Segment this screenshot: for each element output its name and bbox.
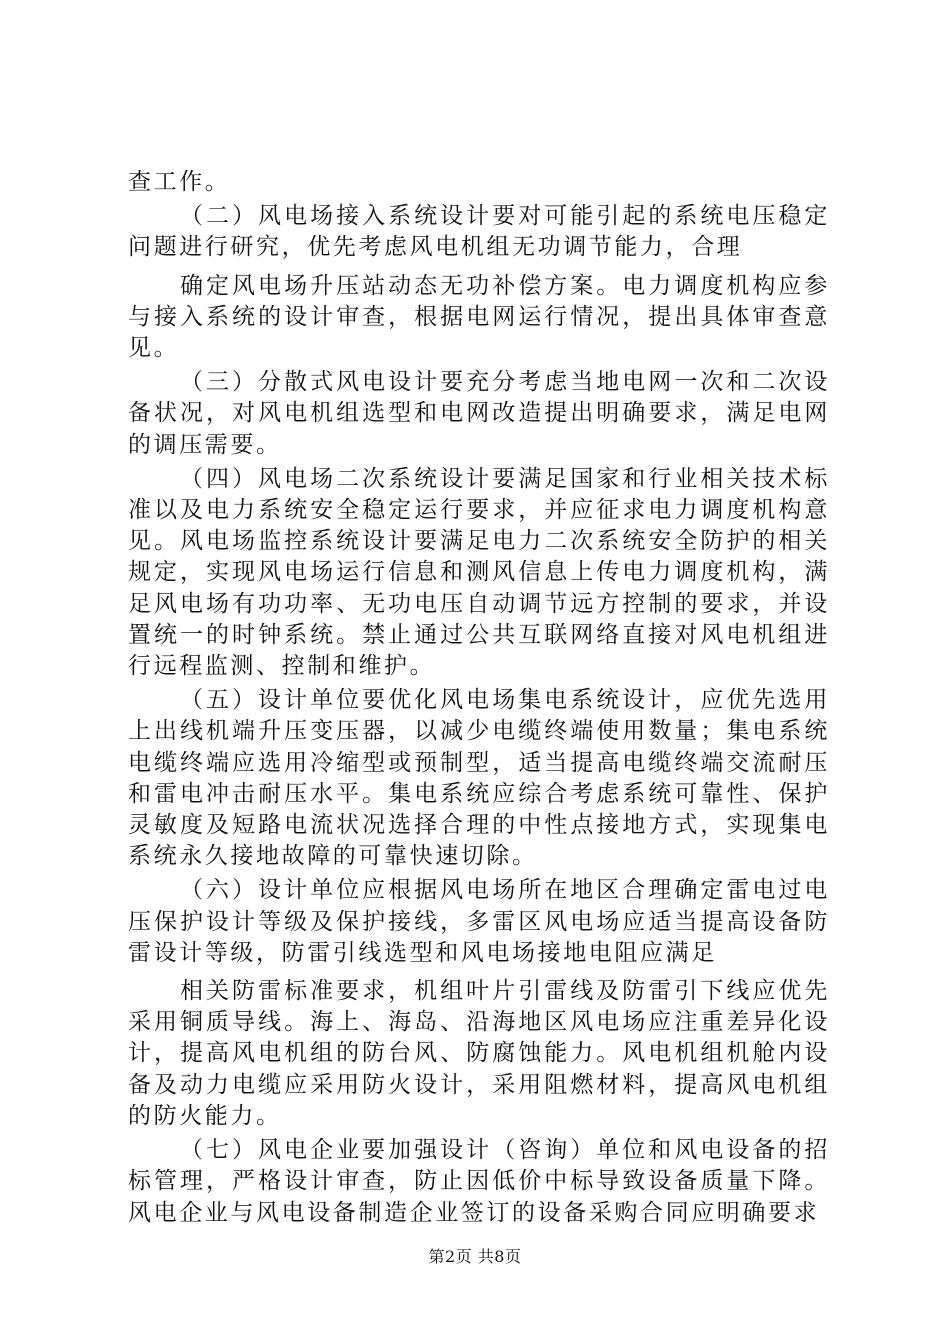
paragraph-1: 查工作。 (128, 169, 231, 195)
paragraph-4: （三）分散式风电设计要充分考虑当地电网一次和二次设备状况，对风电机组选型和电网改造提出明确要求，满足电网的调压需要。 (128, 369, 830, 458)
paragraph-2: （二）风电场接入系统设计要对可能引起的系统电压稳定问题进行研究，优先考虑风电机组无功调节能力，合理 (128, 203, 830, 261)
paragraph-5: （四）风电场二次系统设计要满足国家和行业相关技术标准以及电力系统安全稳定运行要求，并应征求电力调度机构意见。风电场监控系统设计要满足电力二次系统安全防护的相关规定，实现风电场运行信息和测风信息上传电力调度机构，满足风电场有功功率、无功电压自动调节远方控制的要求，并设置统一的时钟系统。禁止通过公共互联网络直接对风电机组进行远程监测、控制和维护。 (128, 465, 830, 680)
paragraph-8: 相关防雷标准要求，机组叶片引雷线及防雷引下线应优先采用铜质导线。海上、海岛、沿海地区风电场应注重差异化设计，提高风电机组的防台风、防腐蚀能力。风电机组机舱内设备及动力电缆应采用防火设计，采用阻燃材料，提高风电机组的防火能力。 (128, 978, 830, 1129)
paragraph-7: （六）设计单位应根据风电场所在地区合理确定雷电过电压保护设计等级及保护接线，多雷区风电场应适当提高设备防雷设计等级，防雷引线选型和风电场接地电阻应满足 (128, 877, 830, 966)
paragraph-3: 确定风电场升压站动态无功补偿方案。电力调度机构应参与接入系统的设计审查，根据电网运行情况，提出具体审查意见。 (128, 272, 830, 362)
paragraph-9: （七）风电企业要加强设计（咨询）单位和风电设备的招标管理，严格设计审查，防止因低价中标导致设备质量下降。风电企业与风电设备制造企业签订的设备采购合同应明确要求 (128, 1137, 830, 1226)
document-body (128, 167, 830, 1232)
page-footer: 第2页 共8页 (428, 1247, 522, 1266)
paragraph-6: （五）设计单位要优化风电场集电系统设计，应优先选用上出线机端升压变压器，以减少电缆终端使用数量；集电系统电缆终端应选用冷缩型或预制型，适当提高电缆终端交流耐压和雷电冲击耐压水平。集电系统应综合考虑系统可靠性、保护灵敏度及短路电流状况选择合理的中性点接地方式，实现集电系统永久接地故障的可靠快速切除。 (128, 687, 830, 870)
